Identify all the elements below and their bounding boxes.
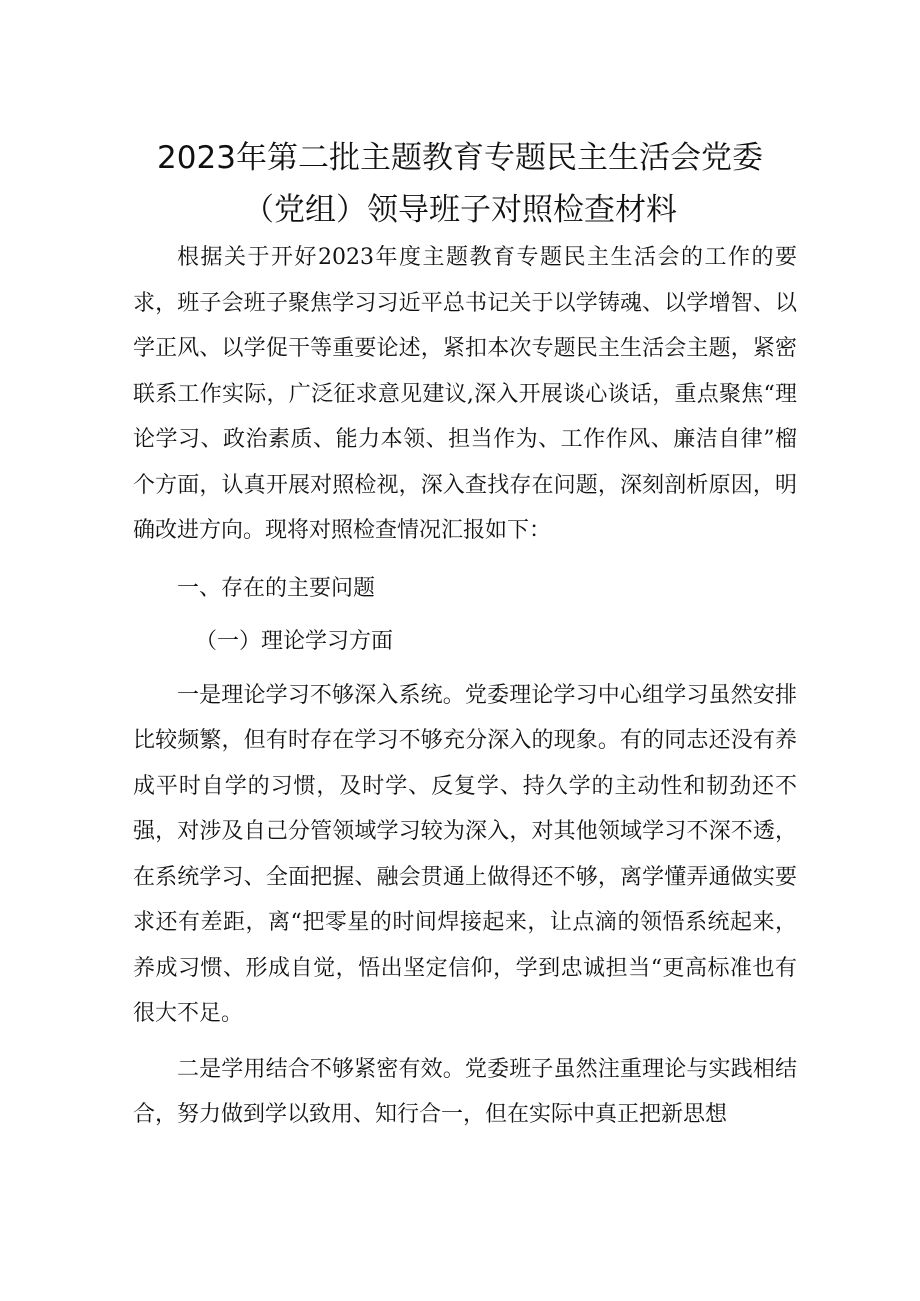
document-body [133, 235, 797, 1138]
document-title [95, 132, 825, 236]
intro-paragraph: 根据关于开好2023年度主题教育专题民主生活会的工作的要求，班子会班子聚焦学习习近平总书记关于以学铸魂、以学增智、以学正风、以学促干等重要论述，紧扣本次专题民主生活会主题，紧密联系工作实际，广泛征求意见建议,深入开展谈心谈话，重点聚焦“理论学习、政治素质、能力本领、担当作为、工作作风、廉洁自律”榴个方面，认真开展对照检视，深入查找存在问题，深刻剖析原因，明确改进方向。现将对照检查情况汇报如下： [133, 245, 797, 543]
section-heading: 一、存在的主要问题 [177, 575, 376, 601]
title-line-1: 2023年第二批主题教育专题民主生活会党委 [157, 140, 763, 176]
title-line-2: （党组）领导班子对照检查材料 [243, 192, 677, 228]
subsection-heading: （一）理论学习方面 [195, 629, 394, 654]
point-one-paragraph: 一是理论学习不够深入系统。党委理论学习中心组学习虽然安排比较频繁，但有时存在学习不够充分深入的现象。有的同志还没有养成平时自学的习惯，及时学、反复学、持久学的主动性和韧劲还不强，对涉及自己分管领域学习较为深入，对其他领域学习不深不透，在系统学习、全面把握、融会贯通上做得还不够，离学懂弄通做实要求还有差距，离“把零星的时间焊接起来，让点滴的领悟系统起来，养成习惯、形成自觉，悟出坚定信仰，学到忠诚担当“更高标准也有很大不足。 [133, 682, 797, 1026]
point-two-paragraph: 二是学用结合不够紧密有效。党委班子虽然注重理论与实践相结合，努力做到学以致用、知行合一，但在实际中真正把新思想 [133, 1056, 797, 1127]
